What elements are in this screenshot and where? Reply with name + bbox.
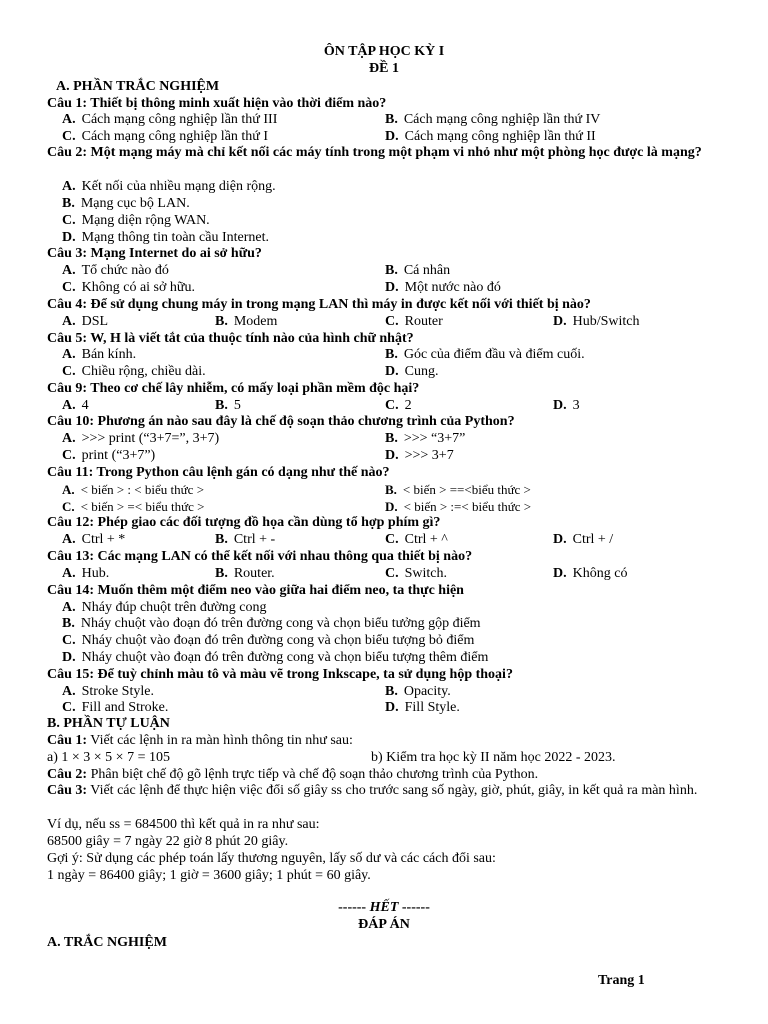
question-13-option-d: D. Không có (553, 566, 628, 581)
answers-section-heading: A. TRẮC NGHIỆM (47, 935, 167, 950)
question-14-option-c: C. Nháy chuột vào đoạn đó trên đường cong và chọn biểu tượng bỏ điểm (62, 633, 475, 648)
example-line-1: Ví dụ, nếu ss = 684500 thì kết quả in ra như sau: (47, 817, 320, 832)
question-1-option-c: C. Cách mạng công nghiệp lần thứ I (62, 129, 269, 144)
example-line-2: 68500 giây = 7 ngày 22 giờ 8 phút 20 giây. (47, 834, 289, 849)
page-number: Trang 1 (598, 973, 645, 988)
question-10-option-a: A. >>> print (“3+7=”, 3+7) (62, 431, 220, 446)
essay-question-1-part-b: b) Kiểm tra học kỳ II năm học 2022 - 2023. (371, 750, 616, 765)
question-5-stem: Câu 5: W, H là viết tắt của thuộc tính nào của hình chữ nhật? (47, 331, 414, 346)
question-5-option-a: A. Bán kính. (62, 347, 137, 362)
question-4-option-a: A. DSL (62, 314, 109, 329)
question-9-stem: Câu 9: Theo cơ chế lây nhiễm, có mấy loại phần mềm độc hại? (47, 381, 420, 396)
question-4-stem: Câu 4: Để sử dụng chung máy in trong mạng LAN thì máy in được kết nối với thiết bị nào? (47, 297, 591, 312)
question-14-option-b: B. Nháy chuột vào đoạn đó trên đường cong và chọn biểu tưởng gộp điểm (62, 616, 481, 631)
answers-title: ĐÁP ÁN (358, 917, 410, 932)
essay-question-2: Câu 2: Phân biệt chế độ gõ lệnh trực tiếp và chế độ soạn thảo chương trình của Python. (47, 767, 539, 782)
essay-question-1: Câu 1: Viết các lệnh in ra màn hình thông tin như sau: (47, 733, 353, 748)
question-2-option-d: D. Mạng thông tin toàn cầu Internet. (62, 230, 270, 245)
question-1-option-b: B. Cách mạng công nghiệp lần thứ IV (385, 112, 601, 127)
question-13-stem: Câu 13: Các mạng LAN có thể kết nối với nhau thông qua thiết bị nào? (47, 549, 473, 564)
question-3-option-a: A. Tổ chức nào đó (62, 263, 169, 278)
question-14-option-d: D. Nháy chuột vào đoạn đó trên đường cong và chọn biểu tượng thêm điểm (62, 650, 489, 665)
question-3-option-b: B. Cá nhân (385, 263, 451, 278)
essay-question-1-part-a: a) 1 × 3 × 5 × 7 = 105 (47, 750, 170, 765)
essay-question-3: Câu 3: Viết các lệnh để thực hiện việc đổi số giây ss cho trước sang số ngày, giờ, phút, giây, in kết quả ra màn hình. (47, 783, 698, 798)
question-15-option-c: C. Fill and Stroke. (62, 700, 169, 715)
exam-number: ĐỀ 1 (369, 61, 399, 76)
question-9-option-c: C. 2 (385, 398, 412, 413)
question-10-stem: Câu 10: Phương án nào sau đây là chế độ soạn thảo chương trình của Python? (47, 414, 515, 429)
question-13-option-a: A. Hub. (62, 566, 110, 581)
question-9-option-b: B. 5 (215, 398, 241, 413)
end-marker: ------ HẾT ------ (338, 900, 430, 915)
question-10-option-c: C. print (“3+7”) (62, 448, 156, 463)
question-3-option-d: D. Một nước nào đó (385, 280, 501, 295)
section-a-heading: A. PHẦN TRẮC NGHIỆM (56, 79, 220, 94)
question-11-option-a: A. < biến > : < biểu thức > (62, 482, 205, 497)
question-12-option-b: B. Ctrl + - (215, 532, 276, 547)
question-11-option-b: B. < biến > ==<biểu thức > (385, 482, 531, 497)
question-11-stem: Câu 11: Trong Python câu lệnh gán có dạng như thế nào? (47, 465, 390, 480)
question-1-option-d: D. Cách mạng công nghiệp lần thứ II (385, 129, 596, 144)
question-4-option-c: C. Router (385, 314, 443, 329)
question-1-stem: Câu 1: Thiết bị thông minh xuất hiện vào thời điểm nào? (47, 96, 387, 111)
document-title: ÔN TẬP HỌC KỲ I (323, 44, 445, 59)
question-12-option-c: C. Ctrl + ^ (385, 532, 448, 547)
question-5-option-c: C. Chiều rộng, chiều dài. (62, 364, 206, 379)
question-2-option-b: B. Mạng cục bộ LAN. (62, 196, 190, 211)
hint-line: Gợi ý: Sử dụng các phép toán lấy thương nguyên, lấy số dư và các cách đổi sau: (47, 851, 496, 866)
question-11-option-d: D. < biến > :=< biểu thức > (385, 499, 532, 514)
question-9-option-a: A. 4 (62, 398, 89, 413)
question-12-option-d: D. Ctrl + / (553, 532, 614, 547)
question-2-option-a: A. Kết nối của nhiều mạng diện rộng. (62, 179, 276, 194)
question-15-stem: Câu 15: Để tuỳ chỉnh màu tô và màu vẽ trong Inkscape, ta sử dụng hộp thoại? (47, 667, 513, 682)
question-11-option-c: C. < biến > =< biểu thức > (62, 499, 205, 514)
question-5-option-d: D. Cung. (385, 364, 439, 379)
question-12-option-a: A. Ctrl + * (62, 532, 126, 547)
question-4-option-d: D. Hub/Switch (553, 314, 640, 329)
question-9-option-d: D. 3 (553, 398, 580, 413)
question-3-option-c: C. Không có ai sở hữu. (62, 280, 195, 295)
question-2-option-c: C. Mạng diện rộng WAN. (62, 213, 210, 228)
question-4-option-b: B. Modem (215, 314, 278, 329)
question-12-stem: Câu 12: Phép giao các đối tượng đồ họa cần dùng tổ hợp phím gì? (47, 515, 441, 530)
question-2-stem: Câu 2: Một mạng máy mà chỉ kết nối các máy tính trong một phạm vi nhỏ như một phòng học được là mạng? (47, 145, 702, 160)
conversion-line: 1 ngày = 86400 giây; 1 giờ = 3600 giây; 1 phút = 60 giây. (47, 868, 371, 883)
question-1-option-a: A. Cách mạng công nghiệp lần thứ III (62, 112, 278, 127)
question-13-option-b: B. Router. (215, 566, 275, 581)
question-15-option-d: D. Fill Style. (385, 700, 460, 715)
question-13-option-c: C. Switch. (385, 566, 448, 581)
question-14-stem: Câu 14: Muốn thêm một điểm neo vào giữa hai điểm neo, ta thực hiện (47, 583, 464, 598)
question-5-option-b: B. Góc của điểm đầu và điểm cuối. (385, 347, 585, 362)
question-10-option-d: D. >>> 3+7 (385, 448, 454, 463)
question-3-stem: Câu 3: Mạng Internet do ai sở hữu? (47, 246, 262, 261)
section-b-heading: B. PHẦN TỰ LUẬN (47, 716, 170, 731)
question-14-option-a: A. Nháy đúp chuột trên đường cong (62, 600, 267, 615)
question-15-option-b: B. Opacity. (385, 684, 451, 699)
question-15-option-a: A. Stroke Style. (62, 684, 154, 699)
question-10-option-b: B. >>> “3+7” (385, 431, 466, 446)
